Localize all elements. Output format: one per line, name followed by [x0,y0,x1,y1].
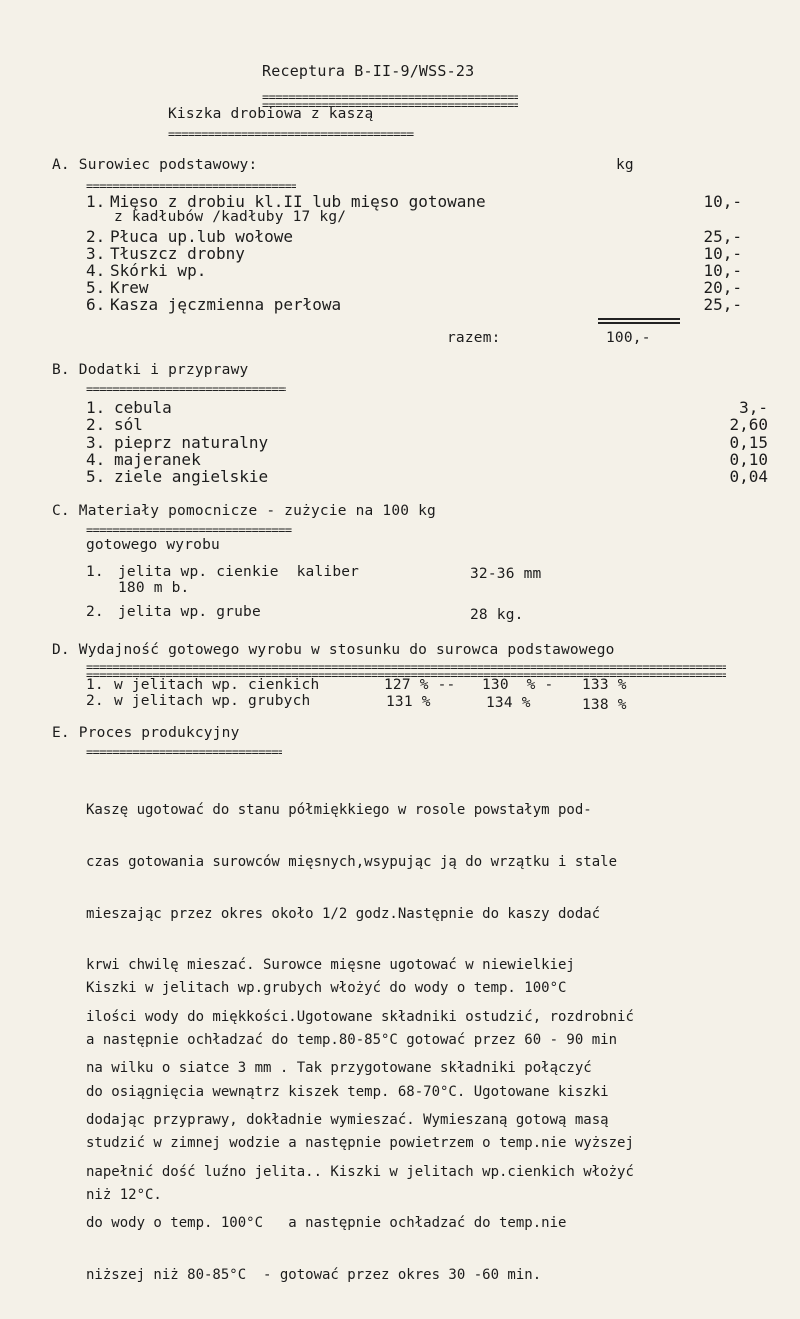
section-c-heading: C. Materiały pomocnicze - zużycie na 100 kg [52,503,436,519]
yield-row-no: 2. [86,693,104,709]
yield-row-text: w jelitach wp. cienkich [114,677,320,693]
section-a-item: 5. Krew 20,- [86,278,742,297]
yield-row-v1: 131 % [386,694,431,710]
section-b-item: 4. majeranek 0,10 [86,450,768,469]
section-c-item-no: 2. [86,604,104,620]
process-line: a następnie ochładzać do temp.80-85°C gotować przez 60 - 90 min [86,1032,618,1049]
section-c-item-text-cont: 180 m b. [118,580,190,596]
section-c-item-value: 32-36 mm [470,566,542,582]
process-line: ilości wody do miękkości.Ugotowane składniki ostudzić, rozdrobnić [86,1008,634,1025]
yield-row-text: w jelitach wp. grubych [114,693,311,709]
section-b-item: 2. sól 2,60 [86,415,768,434]
yield-row-no: 1. [86,677,104,693]
section-c-item-no: 1. [86,564,104,580]
process-line: czas gotowania surowców mięsnych,wsypując ją do wrzątku i stale [86,854,618,871]
process-line: dodając przyprawy, dokładnie wymieszać. Wymieszaną gotową masą [86,1112,609,1129]
section-c-item-text: jelita wp. cienkie kaliber [118,564,360,580]
process-paragraph-2 [86,946,776,1238]
section-a-heading: A. Surowiec podstawowy: [52,157,258,173]
yield-row-v3: 133 % [582,677,627,693]
section-d-heading: D. Wydajność gotowego wyrobu w stosunku do surowca podstawowego [52,642,615,658]
process-line: na wilku o siatce 3 mm . Tak przygotowane składniki połączyć [86,1060,592,1077]
section-a-item: 6. Kasza jęczmienna perłowa 25,- [86,295,742,314]
separator [86,383,286,395]
section-a-item: 3. Tłuszcz drobny 10,- [86,244,742,263]
total-value: 100,- [606,330,651,346]
recipe-title: Kiszka drobiowa z kaszą [168,106,374,122]
sum-line [598,322,680,324]
process-line: do osiągnięcia wewnątrz kiszek temp. 68-70°C. Ugotowane kiszki [86,1083,609,1100]
section-a-item: 1. Mięso z drobiu kl.II lub mięso gotowane 10,- [86,192,742,211]
process-line: Kaszę ugotować do stanu półmiękkiego w rosole powstałym pod- [86,802,592,819]
yield-row-v1: 127 % -- [384,677,456,693]
yield-row-v2: 134 % [486,695,531,711]
process-line: niższej niż 80-85°C - gotować przez okres 30 -60 min. [86,1266,542,1283]
recipe-code: Receptura B-II-9/WSS-23 [262,62,475,80]
process-line: do wody o temp. 100°C a następnie ochładzać do temp.nie [86,1215,567,1232]
section-a-item: 4. Skórki wp. 10,- [86,261,742,280]
separator [168,128,414,140]
section-b-heading: B. Dodatki i przyprawy [52,362,249,378]
total-label: razem: [447,330,501,346]
section-b-item: 3. pieprz naturalny 0,15 [86,433,768,452]
section-c-heading-cont: gotowego wyrobu [86,537,220,553]
process-line: krwi chwilę mieszać. Surowce mięsne ugotować w niewielkiej [86,957,575,974]
process-line: Kiszki w jelitach wp.grubych włożyć do wody o temp. 100°C [86,980,567,997]
section-a-item: 2. Płuca up.lub wołowe 25,- [86,227,742,246]
section-e-heading: E. Proces produkcyjny [52,725,240,741]
section-b-item: 1. cebula 3,- [86,398,768,417]
process-line: niż 12°C. [86,1186,162,1203]
process-line: studzić w zimnej wodzie a następnie powietrzem o temp.nie wyższej [86,1135,634,1152]
separator [86,746,282,758]
process-line: mieszając przez okres około 1/2 godz.Następnie do kaszy dodać [86,905,601,922]
section-b-item: 5. ziele angielskie 0,04 [86,467,768,486]
sum-line [598,318,680,320]
section-c-item-text: jelita wp. grube [118,604,261,620]
process-line: napełnić dość luźno jelita.. Kiszki w jelitach wp.cienkich włożyć [86,1163,634,1180]
section-a-item-cont: z kadłubów /kadłuby 17 kg/ [114,209,347,225]
unit-label: kg [616,157,634,173]
separator [86,524,292,536]
yield-row-v2: 130 % - [482,677,554,693]
section-c-item-value: 28 kg. [470,607,524,623]
separator [86,180,296,192]
yield-row-v3: 138 % [582,697,627,713]
